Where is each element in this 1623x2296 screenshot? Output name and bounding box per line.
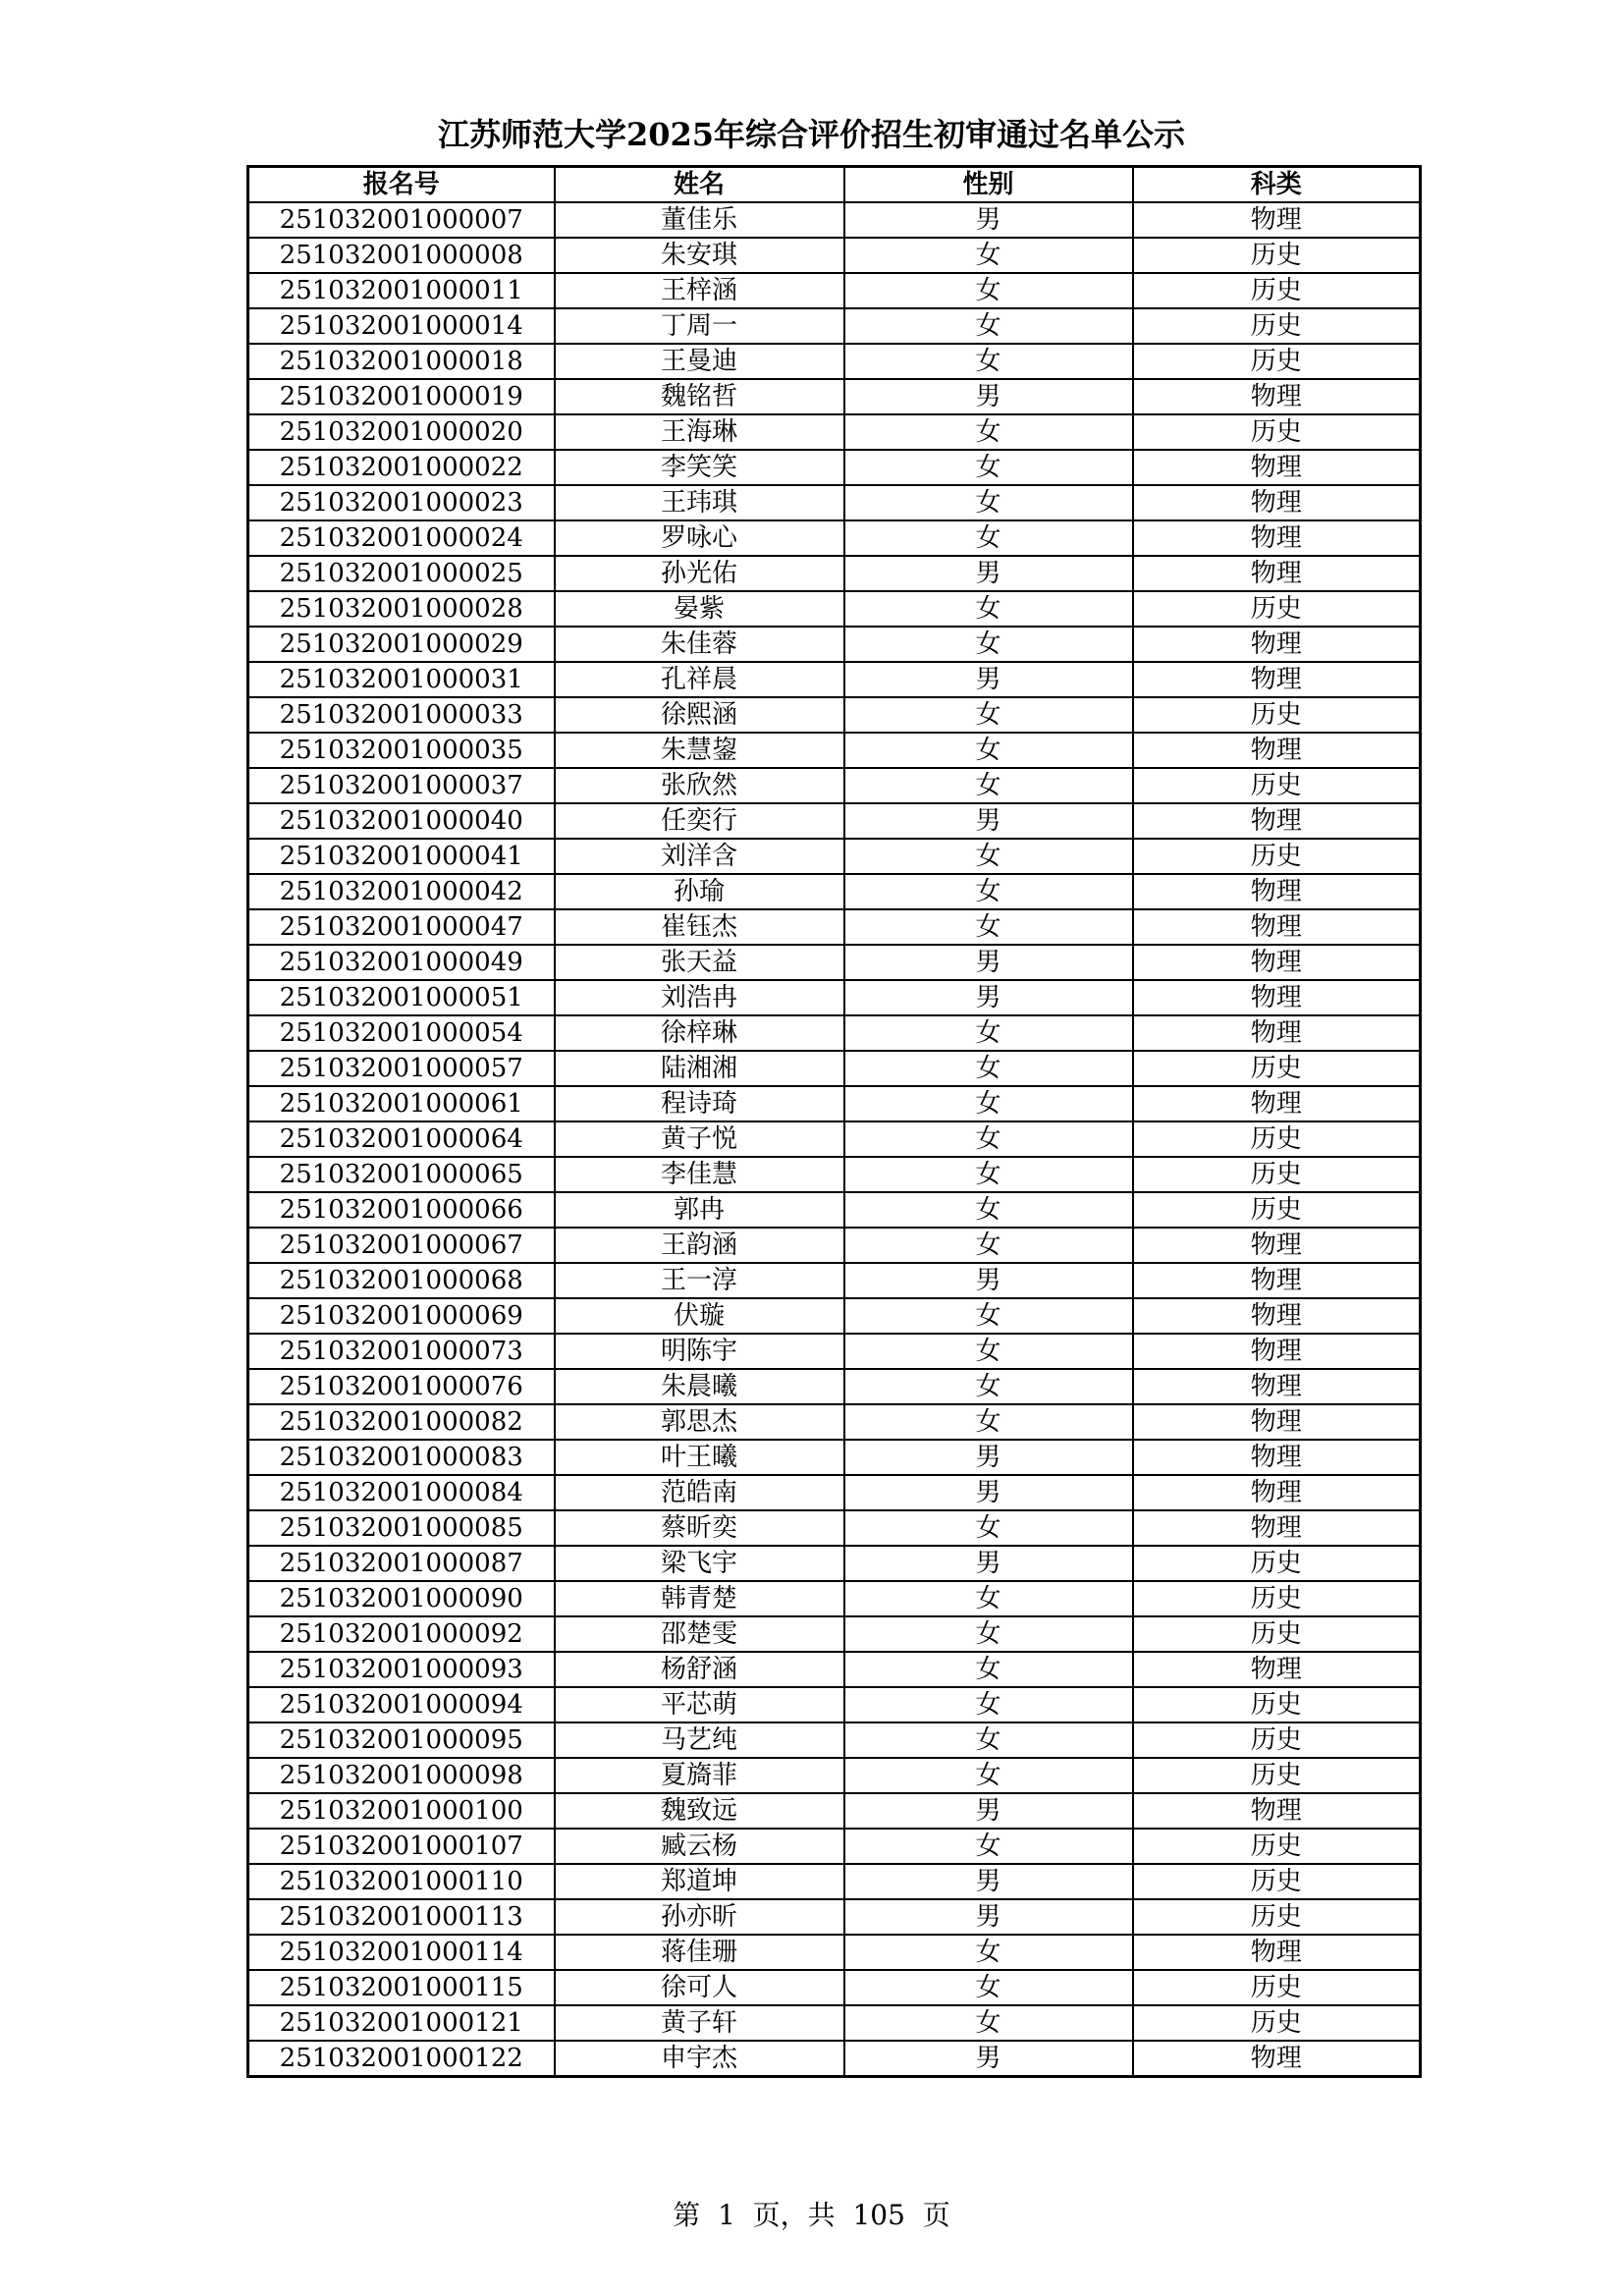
cell-name: 刘洋含: [555, 839, 844, 874]
cell-name: 魏铭哲: [555, 379, 844, 414]
cell-registration-number: 251032001000090: [248, 1581, 555, 1616]
cell-subject-category: 历史: [1133, 697, 1421, 733]
cell-registration-number: 251032001000082: [248, 1404, 555, 1440]
cell-registration-number: 251032001000107: [248, 1829, 555, 1864]
cell-subject-category: 历史: [1133, 1829, 1421, 1864]
table-row: [248, 1015, 1421, 1051]
table-row: [248, 1793, 1421, 1829]
table-row: [248, 1369, 1421, 1404]
cell-name: 马艺纯: [555, 1722, 844, 1758]
table-row: [248, 1687, 1421, 1722]
cell-name: 蒋佳珊: [555, 1935, 844, 1970]
table-row: [248, 1051, 1421, 1086]
cell-gender: 女: [844, 2005, 1133, 2041]
cell-subject-category: 物理: [1133, 520, 1421, 556]
table-row: [248, 945, 1421, 980]
table-row: [248, 697, 1421, 733]
table-row: [248, 202, 1421, 238]
cell-name: 伏璇: [555, 1298, 844, 1334]
cell-subject-category: 历史: [1133, 839, 1421, 874]
table-row: [248, 379, 1421, 414]
cell-registration-number: 251032001000028: [248, 591, 555, 627]
roster-body: [248, 202, 1421, 2077]
cell-gender: 女: [844, 1616, 1133, 1652]
cell-name: 孙光佑: [555, 556, 844, 591]
cell-name: 朱晨曦: [555, 1369, 844, 1404]
table-row: [248, 733, 1421, 768]
cell-subject-category: 物理: [1133, 379, 1421, 414]
cell-gender: 女: [844, 1334, 1133, 1369]
cell-registration-number: 251032001000121: [248, 2005, 555, 2041]
cell-gender: 女: [844, 1652, 1133, 1687]
table-row: [248, 1758, 1421, 1793]
cell-subject-category: 物理: [1133, 980, 1421, 1015]
cell-subject-category: 历史: [1133, 1157, 1421, 1192]
cell-subject-category: 物理: [1133, 909, 1421, 945]
cell-name: 王曼迪: [555, 344, 844, 379]
cell-subject-category: 物理: [1133, 485, 1421, 520]
cell-subject-category: 物理: [1133, 450, 1421, 485]
table-row: [248, 1334, 1421, 1369]
table-row: [248, 1864, 1421, 1899]
cell-subject-category: 历史: [1133, 414, 1421, 450]
cell-registration-number: 251032001000011: [248, 273, 555, 308]
cell-gender: 女: [844, 273, 1133, 308]
cell-name: 郭冉: [555, 1192, 844, 1228]
cell-registration-number: 251032001000020: [248, 414, 555, 450]
table-row: [248, 1121, 1421, 1157]
table-row: [248, 1935, 1421, 1970]
cell-subject-category: 物理: [1133, 556, 1421, 591]
cell-name: 孙瑜: [555, 874, 844, 909]
cell-gender: 女: [844, 1369, 1133, 1404]
cell-name: 叶王曦: [555, 1440, 844, 1475]
cell-gender: 男: [844, 1440, 1133, 1475]
cell-gender: 男: [844, 803, 1133, 839]
cell-gender: 男: [844, 1475, 1133, 1510]
table-row: [248, 1157, 1421, 1192]
cell-gender: 女: [844, 627, 1133, 662]
cell-registration-number: 251032001000037: [248, 768, 555, 803]
cell-registration-number: 251032001000031: [248, 662, 555, 697]
header-subject-category: 科类: [1133, 167, 1421, 203]
cell-name: 孔祥晨: [555, 662, 844, 697]
cell-name: 魏致远: [555, 1793, 844, 1829]
cell-subject-category: 物理: [1133, 662, 1421, 697]
table-row: [248, 1829, 1421, 1864]
table-row: [248, 344, 1421, 379]
cell-registration-number: 251032001000054: [248, 1015, 555, 1051]
page-title: 江苏师范大学2025年综合评价招生初审通过名单公示: [437, 116, 1186, 153]
cell-name: 王海琳: [555, 414, 844, 450]
cell-gender: 女: [844, 1086, 1133, 1121]
cell-name: 孙亦昕: [555, 1899, 844, 1935]
cell-registration-number: 251032001000094: [248, 1687, 555, 1722]
cell-subject-category: 物理: [1133, 1935, 1421, 1970]
cell-name: 蔡昕奕: [555, 1510, 844, 1546]
table-row: [248, 909, 1421, 945]
cell-registration-number: 251032001000114: [248, 1935, 555, 1970]
table-row: [248, 1086, 1421, 1121]
cell-name: 徐熙涵: [555, 697, 844, 733]
cell-name: 黄子悦: [555, 1121, 844, 1157]
cell-name: 郭思杰: [555, 1404, 844, 1440]
cell-gender: 女: [844, 909, 1133, 945]
cell-name: 丁周一: [555, 308, 844, 344]
cell-registration-number: 251032001000076: [248, 1369, 555, 1404]
table-row: [248, 1722, 1421, 1758]
table-row: [248, 768, 1421, 803]
cell-registration-number: 251032001000065: [248, 1157, 555, 1192]
cell-registration-number: 251032001000061: [248, 1086, 555, 1121]
cell-name: 夏旖菲: [555, 1758, 844, 1793]
header-gender: 性别: [844, 167, 1133, 203]
table-row: [248, 556, 1421, 591]
cell-registration-number: 251032001000066: [248, 1192, 555, 1228]
cell-subject-category: 历史: [1133, 1864, 1421, 1899]
cell-subject-category: 历史: [1133, 344, 1421, 379]
cell-gender: 女: [844, 1970, 1133, 2005]
cell-registration-number: 251032001000085: [248, 1510, 555, 1546]
cell-registration-number: 251032001000115: [248, 1970, 555, 2005]
cell-registration-number: 251032001000007: [248, 202, 555, 238]
table-row: [248, 2005, 1421, 2041]
cell-subject-category: 物理: [1133, 1440, 1421, 1475]
cell-registration-number: 251032001000093: [248, 1652, 555, 1687]
table-row: [248, 1228, 1421, 1263]
cell-gender: 女: [844, 308, 1133, 344]
table-row: [248, 627, 1421, 662]
table-row: [248, 662, 1421, 697]
cell-name: 朱安琪: [555, 238, 844, 273]
cell-registration-number: 251032001000098: [248, 1758, 555, 1793]
table-row: [248, 591, 1421, 627]
cell-subject-category: 物理: [1133, 202, 1421, 238]
cell-gender: 女: [844, 697, 1133, 733]
table-row: [248, 1440, 1421, 1475]
cell-name: 王玮琪: [555, 485, 844, 520]
cell-gender: 女: [844, 768, 1133, 803]
table-row: [248, 980, 1421, 1015]
cell-subject-category: 物理: [1133, 1652, 1421, 1687]
cell-subject-category: 物理: [1133, 1298, 1421, 1334]
cell-registration-number: 251032001000033: [248, 697, 555, 733]
table-row: [248, 1616, 1421, 1652]
table-row: [248, 839, 1421, 874]
table-row: [248, 1652, 1421, 1687]
cell-subject-category: 物理: [1133, 1793, 1421, 1829]
cell-name: 崔钰杰: [555, 909, 844, 945]
cell-gender: 女: [844, 414, 1133, 450]
cell-subject-category: 历史: [1133, 1758, 1421, 1793]
cell-registration-number: 251032001000049: [248, 945, 555, 980]
cell-subject-category: 历史: [1133, 308, 1421, 344]
table-row: [248, 1475, 1421, 1510]
cell-name: 邵楚雯: [555, 1616, 844, 1652]
table-row: [248, 1192, 1421, 1228]
cell-gender: 女: [844, 450, 1133, 485]
cell-gender: 女: [844, 1228, 1133, 1263]
cell-registration-number: 251032001000047: [248, 909, 555, 945]
cell-subject-category: 物理: [1133, 1404, 1421, 1440]
cell-subject-category: 历史: [1133, 768, 1421, 803]
cell-gender: 男: [844, 1899, 1133, 1935]
cell-subject-category: 历史: [1133, 1616, 1421, 1652]
cell-name: 陆湘湘: [555, 1051, 844, 1086]
table-row: [248, 238, 1421, 273]
cell-gender: 男: [844, 945, 1133, 980]
cell-subject-category: 历史: [1133, 1687, 1421, 1722]
cell-registration-number: 251032001000029: [248, 627, 555, 662]
cell-name: 郑道坤: [555, 1864, 844, 1899]
cell-registration-number: 251032001000019: [248, 379, 555, 414]
cell-name: 徐梓琳: [555, 1015, 844, 1051]
table-row: [248, 1899, 1421, 1935]
table-row: [248, 1546, 1421, 1581]
cell-gender: 女: [844, 839, 1133, 874]
cell-registration-number: 251032001000014: [248, 308, 555, 344]
cell-name: 平芯萌: [555, 1687, 844, 1722]
table-row: [248, 1298, 1421, 1334]
cell-subject-category: 物理: [1133, 874, 1421, 909]
cell-gender: 女: [844, 344, 1133, 379]
cell-subject-category: 历史: [1133, 1546, 1421, 1581]
table-row: [248, 1263, 1421, 1298]
cell-gender: 女: [844, 1404, 1133, 1440]
table-row: [248, 1510, 1421, 1546]
cell-name: 申宇杰: [555, 2041, 844, 2077]
cell-name: 王一淳: [555, 1263, 844, 1298]
cell-subject-category: 物理: [1133, 2041, 1421, 2077]
cell-gender: 女: [844, 733, 1133, 768]
cell-registration-number: 251032001000008: [248, 238, 555, 273]
cell-gender: 女: [844, 1298, 1133, 1334]
cell-subject-category: 历史: [1133, 1899, 1421, 1935]
cell-name: 黄子轩: [555, 2005, 844, 2041]
cell-registration-number: 251032001000035: [248, 733, 555, 768]
page-footer: 第 1 页，共 105 页: [673, 2199, 950, 2231]
cell-gender: 女: [844, 1935, 1133, 1970]
cell-registration-number: 251032001000018: [248, 344, 555, 379]
cell-name: 李笑笑: [555, 450, 844, 485]
cell-registration-number: 251032001000057: [248, 1051, 555, 1086]
table-row: [248, 308, 1421, 344]
cell-gender: 女: [844, 1722, 1133, 1758]
cell-subject-category: 历史: [1133, 273, 1421, 308]
cell-gender: 女: [844, 1510, 1133, 1546]
cell-name: 徐可人: [555, 1970, 844, 2005]
cell-gender: 男: [844, 1546, 1133, 1581]
cell-gender: 女: [844, 591, 1133, 627]
cell-name: 张欣然: [555, 768, 844, 803]
header-name: 姓名: [555, 167, 844, 203]
cell-name: 韩青楚: [555, 1581, 844, 1616]
cell-name: 杨舒涵: [555, 1652, 844, 1687]
cell-subject-category: 历史: [1133, 1121, 1421, 1157]
cell-name: 王梓涵: [555, 273, 844, 308]
cell-gender: 女: [844, 874, 1133, 909]
cell-gender: 女: [844, 1829, 1133, 1864]
cell-subject-category: 历史: [1133, 2005, 1421, 2041]
cell-registration-number: 251032001000051: [248, 980, 555, 1015]
cell-registration-number: 251032001000022: [248, 450, 555, 485]
cell-gender: 女: [844, 1121, 1133, 1157]
cell-gender: 男: [844, 202, 1133, 238]
cell-registration-number: 251032001000064: [248, 1121, 555, 1157]
cell-name: 臧云杨: [555, 1829, 844, 1864]
table-row: [248, 874, 1421, 909]
cell-gender: 男: [844, 1263, 1133, 1298]
cell-name: 朱佳蓉: [555, 627, 844, 662]
cell-gender: 男: [844, 556, 1133, 591]
table-row: [248, 414, 1421, 450]
cell-subject-category: 物理: [1133, 1369, 1421, 1404]
cell-gender: 男: [844, 980, 1133, 1015]
cell-gender: 男: [844, 2041, 1133, 2077]
cell-name: 朱慧鋆: [555, 733, 844, 768]
cell-gender: 女: [844, 520, 1133, 556]
table-row: [248, 1581, 1421, 1616]
cell-subject-category: 物理: [1133, 1086, 1421, 1121]
cell-registration-number: 251032001000092: [248, 1616, 555, 1652]
cell-subject-category: 物理: [1133, 1475, 1421, 1510]
cell-registration-number: 251032001000040: [248, 803, 555, 839]
cell-subject-category: 历史: [1133, 1722, 1421, 1758]
cell-subject-category: 物理: [1133, 1015, 1421, 1051]
roster-table: [246, 165, 1422, 2078]
table-row: [248, 450, 1421, 485]
cell-registration-number: 251032001000122: [248, 2041, 555, 2077]
cell-name: 罗咏心: [555, 520, 844, 556]
cell-registration-number: 251032001000041: [248, 839, 555, 874]
cell-subject-category: 物理: [1133, 945, 1421, 980]
table-row: [248, 520, 1421, 556]
cell-subject-category: 历史: [1133, 1192, 1421, 1228]
table-row: [248, 1404, 1421, 1440]
cell-name: 任奕行: [555, 803, 844, 839]
cell-gender: 女: [844, 1157, 1133, 1192]
cell-subject-category: 历史: [1133, 1581, 1421, 1616]
cell-registration-number: 251032001000068: [248, 1263, 555, 1298]
cell-registration-number: 251032001000042: [248, 874, 555, 909]
cell-gender: 女: [844, 1015, 1133, 1051]
table-row: [248, 2041, 1421, 2077]
cell-registration-number: 251032001000084: [248, 1475, 555, 1510]
cell-gender: 男: [844, 1793, 1133, 1829]
cell-subject-category: 物理: [1133, 733, 1421, 768]
table-header-row: [248, 167, 1421, 203]
cell-subject-category: 物理: [1133, 1263, 1421, 1298]
cell-registration-number: 251032001000069: [248, 1298, 555, 1334]
cell-name: 刘浩冉: [555, 980, 844, 1015]
cell-registration-number: 251032001000083: [248, 1440, 555, 1475]
cell-subject-category: 物理: [1133, 1228, 1421, 1263]
cell-registration-number: 251032001000110: [248, 1864, 555, 1899]
cell-name: 张天益: [555, 945, 844, 980]
cell-name: 晏紫: [555, 591, 844, 627]
cell-subject-category: 历史: [1133, 1051, 1421, 1086]
cell-name: 明陈宇: [555, 1334, 844, 1369]
cell-registration-number: 251032001000023: [248, 485, 555, 520]
cell-registration-number: 251032001000073: [248, 1334, 555, 1369]
cell-subject-category: 历史: [1133, 1970, 1421, 2005]
table-row: [248, 803, 1421, 839]
cell-subject-category: 物理: [1133, 627, 1421, 662]
cell-name: 董佳乐: [555, 202, 844, 238]
header-registration-number: 报名号: [248, 167, 555, 203]
cell-name: 程诗琦: [555, 1086, 844, 1121]
cell-name: 梁飞宇: [555, 1546, 844, 1581]
cell-registration-number: 251032001000087: [248, 1546, 555, 1581]
table-row: [248, 485, 1421, 520]
table-row: [248, 1970, 1421, 2005]
cell-registration-number: 251032001000113: [248, 1899, 555, 1935]
cell-gender: 女: [844, 485, 1133, 520]
cell-gender: 女: [844, 1581, 1133, 1616]
cell-registration-number: 251032001000025: [248, 556, 555, 591]
cell-subject-category: 物理: [1133, 1334, 1421, 1369]
cell-subject-category: 历史: [1133, 238, 1421, 273]
cell-registration-number: 251032001000024: [248, 520, 555, 556]
cell-name: 王韵涵: [555, 1228, 844, 1263]
cell-gender: 女: [844, 238, 1133, 273]
cell-gender: 女: [844, 1758, 1133, 1793]
cell-subject-category: 历史: [1133, 591, 1421, 627]
cell-name: 李佳慧: [555, 1157, 844, 1192]
cell-gender: 男: [844, 1864, 1133, 1899]
cell-registration-number: 251032001000095: [248, 1722, 555, 1758]
cell-registration-number: 251032001000100: [248, 1793, 555, 1829]
cell-registration-number: 251032001000067: [248, 1228, 555, 1263]
cell-gender: 男: [844, 379, 1133, 414]
cell-name: 范皓南: [555, 1475, 844, 1510]
cell-gender: 男: [844, 662, 1133, 697]
cell-gender: 女: [844, 1192, 1133, 1228]
cell-gender: 女: [844, 1687, 1133, 1722]
table-row: [248, 273, 1421, 308]
cell-subject-category: 物理: [1133, 1510, 1421, 1546]
cell-gender: 女: [844, 1051, 1133, 1086]
cell-subject-category: 物理: [1133, 803, 1421, 839]
